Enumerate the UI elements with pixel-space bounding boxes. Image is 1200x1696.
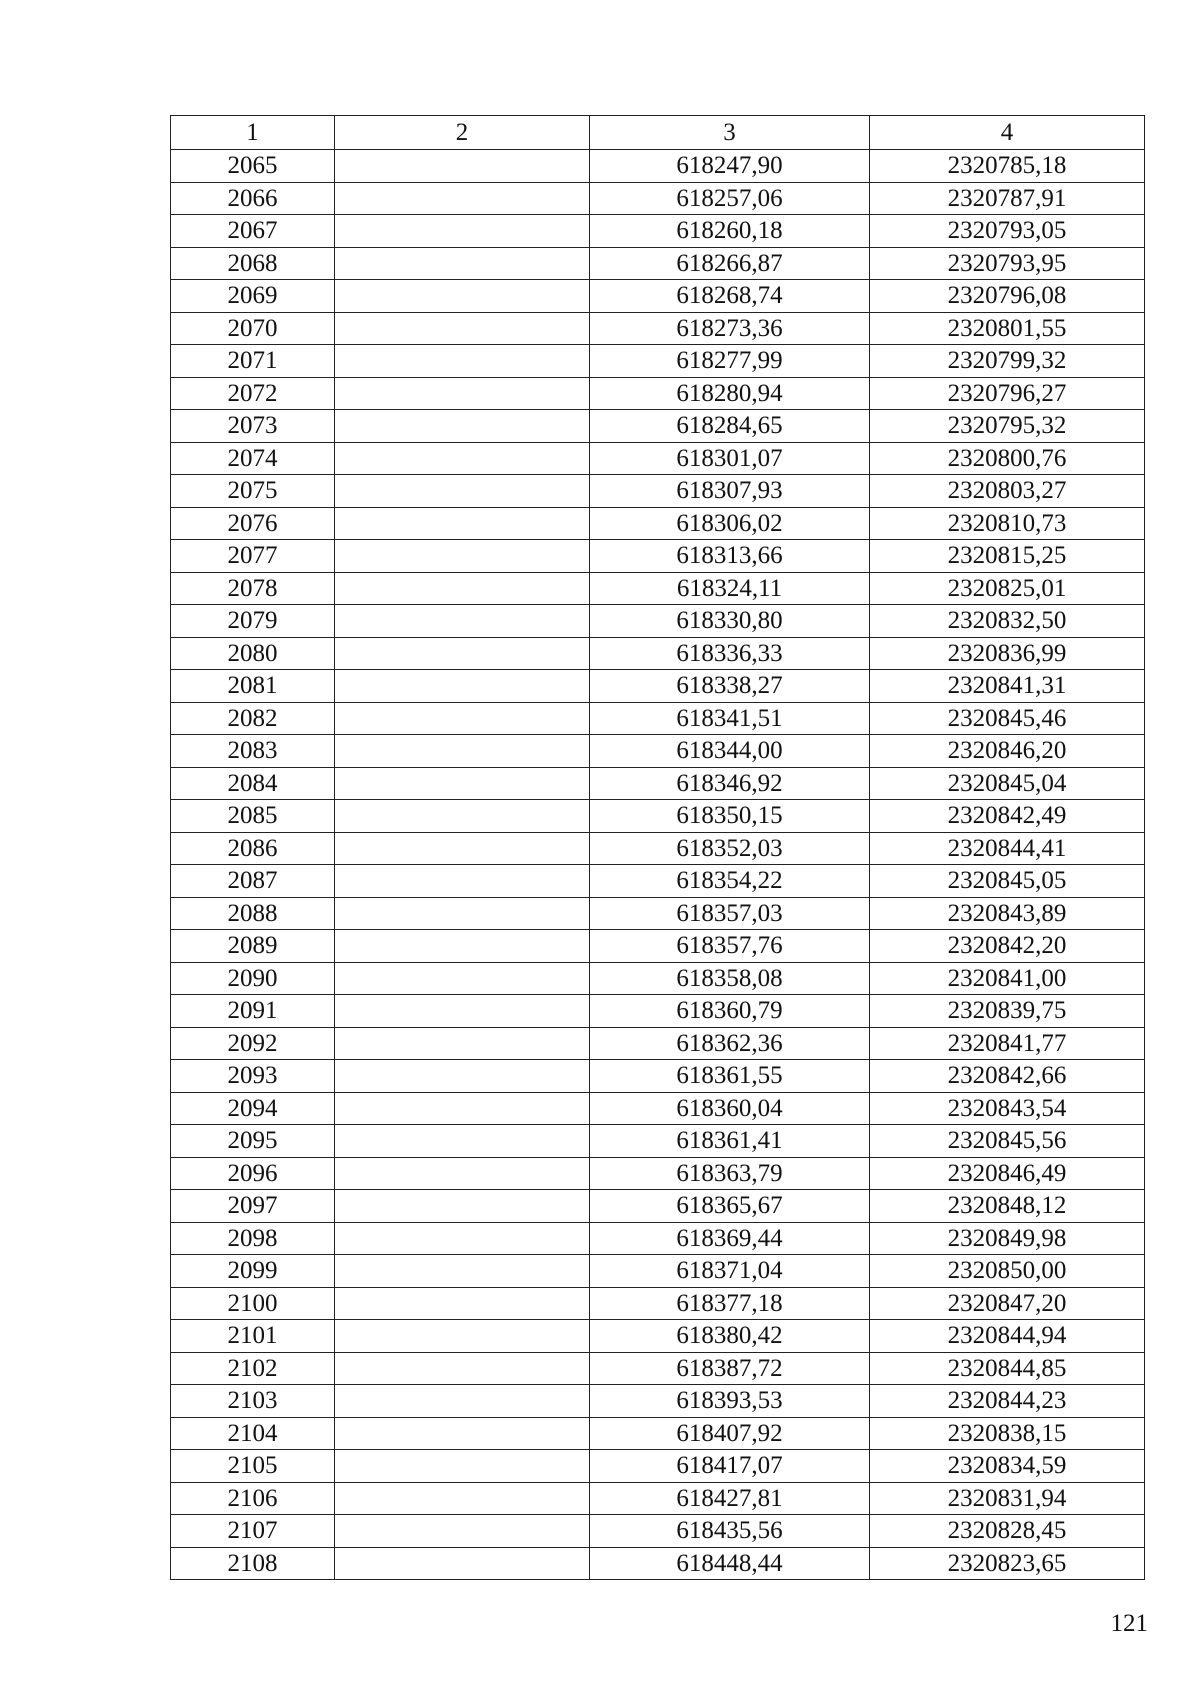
point-number-cell: 2084 bbox=[171, 767, 335, 800]
name-cell bbox=[335, 280, 590, 313]
table-row bbox=[171, 897, 1145, 930]
table-row bbox=[171, 1125, 1145, 1158]
table-row bbox=[171, 995, 1145, 1028]
table-row bbox=[171, 800, 1145, 833]
table-row bbox=[171, 962, 1145, 995]
x-coordinate-cell: 618344,00 bbox=[590, 735, 870, 768]
name-cell bbox=[335, 1515, 590, 1548]
y-coordinate-cell: 2320845,46 bbox=[870, 702, 1145, 735]
coordinates-table bbox=[170, 115, 1145, 1580]
x-coordinate-cell: 618247,90 bbox=[590, 150, 870, 183]
y-coordinate-cell: 2320800,76 bbox=[870, 442, 1145, 475]
point-number-cell: 2087 bbox=[171, 865, 335, 898]
y-coordinate-cell: 2320846,49 bbox=[870, 1157, 1145, 1190]
x-coordinate-cell: 618324,11 bbox=[590, 572, 870, 605]
x-coordinate-cell: 618257,06 bbox=[590, 182, 870, 215]
x-coordinate-cell: 618277,99 bbox=[590, 345, 870, 378]
point-number-cell: 2074 bbox=[171, 442, 335, 475]
name-cell bbox=[335, 832, 590, 865]
x-coordinate-cell: 618371,04 bbox=[590, 1255, 870, 1288]
table-row bbox=[171, 215, 1145, 248]
y-coordinate-cell: 2320841,77 bbox=[870, 1027, 1145, 1060]
y-coordinate-cell: 2320842,49 bbox=[870, 800, 1145, 833]
table-row bbox=[171, 1060, 1145, 1093]
name-cell bbox=[335, 1125, 590, 1158]
x-coordinate-cell: 618313,66 bbox=[590, 540, 870, 573]
point-number-cell: 2088 bbox=[171, 897, 335, 930]
x-coordinate-cell: 618407,92 bbox=[590, 1417, 870, 1450]
name-cell bbox=[335, 1190, 590, 1223]
point-number-cell: 2097 bbox=[171, 1190, 335, 1223]
x-coordinate-cell: 618306,02 bbox=[590, 507, 870, 540]
table-row bbox=[171, 1027, 1145, 1060]
column-header-3: 3 bbox=[590, 116, 870, 150]
x-coordinate-cell: 618369,44 bbox=[590, 1222, 870, 1255]
y-coordinate-cell: 2320796,08 bbox=[870, 280, 1145, 313]
y-coordinate-cell: 2320834,59 bbox=[870, 1450, 1145, 1483]
name-cell bbox=[335, 1092, 590, 1125]
table-body bbox=[171, 150, 1145, 1580]
name-cell bbox=[335, 1060, 590, 1093]
point-number-cell: 2080 bbox=[171, 637, 335, 670]
x-coordinate-cell: 618360,79 bbox=[590, 995, 870, 1028]
y-coordinate-cell: 2320845,56 bbox=[870, 1125, 1145, 1158]
x-coordinate-cell: 618280,94 bbox=[590, 377, 870, 410]
y-coordinate-cell: 2320841,31 bbox=[870, 670, 1145, 703]
y-coordinate-cell: 2320831,94 bbox=[870, 1482, 1145, 1515]
point-number-cell: 2107 bbox=[171, 1515, 335, 1548]
point-number-cell: 2078 bbox=[171, 572, 335, 605]
point-number-cell: 2085 bbox=[171, 800, 335, 833]
y-coordinate-cell: 2320847,20 bbox=[870, 1287, 1145, 1320]
point-number-cell: 2066 bbox=[171, 182, 335, 215]
x-coordinate-cell: 618380,42 bbox=[590, 1320, 870, 1353]
x-coordinate-cell: 618330,80 bbox=[590, 605, 870, 638]
x-coordinate-cell: 618336,33 bbox=[590, 637, 870, 670]
x-coordinate-cell: 618338,27 bbox=[590, 670, 870, 703]
x-coordinate-cell: 618268,74 bbox=[590, 280, 870, 313]
name-cell bbox=[335, 800, 590, 833]
point-number-cell: 2093 bbox=[171, 1060, 335, 1093]
y-coordinate-cell: 2320793,05 bbox=[870, 215, 1145, 248]
x-coordinate-cell: 618266,87 bbox=[590, 247, 870, 280]
point-number-cell: 2096 bbox=[171, 1157, 335, 1190]
name-cell bbox=[335, 670, 590, 703]
y-coordinate-cell: 2320799,32 bbox=[870, 345, 1145, 378]
y-coordinate-cell: 2320839,75 bbox=[870, 995, 1145, 1028]
table-row bbox=[171, 832, 1145, 865]
y-coordinate-cell: 2320841,00 bbox=[870, 962, 1145, 995]
table-row bbox=[171, 1287, 1145, 1320]
table-row bbox=[171, 1417, 1145, 1450]
name-cell bbox=[335, 1255, 590, 1288]
y-coordinate-cell: 2320832,50 bbox=[870, 605, 1145, 638]
name-cell bbox=[335, 312, 590, 345]
column-header-2: 2 bbox=[335, 116, 590, 150]
y-coordinate-cell: 2320801,55 bbox=[870, 312, 1145, 345]
y-coordinate-cell: 2320845,05 bbox=[870, 865, 1145, 898]
table-row bbox=[171, 1385, 1145, 1418]
y-coordinate-cell: 2320843,54 bbox=[870, 1092, 1145, 1125]
point-number-cell: 2083 bbox=[171, 735, 335, 768]
name-cell bbox=[335, 247, 590, 280]
y-coordinate-cell: 2320810,73 bbox=[870, 507, 1145, 540]
table-row bbox=[171, 1320, 1145, 1353]
table-row bbox=[171, 377, 1145, 410]
x-coordinate-cell: 618363,79 bbox=[590, 1157, 870, 1190]
x-coordinate-cell: 618352,03 bbox=[590, 832, 870, 865]
name-cell bbox=[335, 1027, 590, 1060]
table-row bbox=[171, 1547, 1145, 1580]
name-cell bbox=[335, 1157, 590, 1190]
table-row bbox=[171, 637, 1145, 670]
y-coordinate-cell: 2320848,12 bbox=[870, 1190, 1145, 1223]
point-number-cell: 2070 bbox=[171, 312, 335, 345]
y-coordinate-cell: 2320844,41 bbox=[870, 832, 1145, 865]
name-cell bbox=[335, 637, 590, 670]
x-coordinate-cell: 618284,65 bbox=[590, 410, 870, 443]
name-cell bbox=[335, 767, 590, 800]
name-cell bbox=[335, 1482, 590, 1515]
table-row bbox=[171, 442, 1145, 475]
table-row bbox=[171, 1190, 1145, 1223]
y-coordinate-cell: 2320795,32 bbox=[870, 410, 1145, 443]
point-number-cell: 2072 bbox=[171, 377, 335, 410]
x-coordinate-cell: 618358,08 bbox=[590, 962, 870, 995]
name-cell bbox=[335, 507, 590, 540]
x-coordinate-cell: 618354,22 bbox=[590, 865, 870, 898]
point-number-cell: 2089 bbox=[171, 930, 335, 963]
point-number-cell: 2079 bbox=[171, 605, 335, 638]
table-row bbox=[171, 1157, 1145, 1190]
point-number-cell: 2108 bbox=[171, 1547, 335, 1580]
point-number-cell: 2065 bbox=[171, 150, 335, 183]
x-coordinate-cell: 618448,44 bbox=[590, 1547, 870, 1580]
name-cell bbox=[335, 995, 590, 1028]
table-row bbox=[171, 1092, 1145, 1125]
y-coordinate-cell: 2320836,99 bbox=[870, 637, 1145, 670]
x-coordinate-cell: 618350,15 bbox=[590, 800, 870, 833]
point-number-cell: 2076 bbox=[171, 507, 335, 540]
table-row bbox=[171, 182, 1145, 215]
point-number-cell: 2068 bbox=[171, 247, 335, 280]
table-row bbox=[171, 767, 1145, 800]
name-cell bbox=[335, 1320, 590, 1353]
column-header-1: 1 bbox=[171, 116, 335, 150]
point-number-cell: 2077 bbox=[171, 540, 335, 573]
name-cell bbox=[335, 1547, 590, 1580]
name-cell bbox=[335, 735, 590, 768]
y-coordinate-cell: 2320828,45 bbox=[870, 1515, 1145, 1548]
y-coordinate-cell: 2320793,95 bbox=[870, 247, 1145, 280]
table-row bbox=[171, 1255, 1145, 1288]
table-row bbox=[171, 1450, 1145, 1483]
y-coordinate-cell: 2320842,20 bbox=[870, 930, 1145, 963]
name-cell bbox=[335, 702, 590, 735]
point-number-cell: 2067 bbox=[171, 215, 335, 248]
point-number-cell: 2090 bbox=[171, 962, 335, 995]
name-cell bbox=[335, 1385, 590, 1418]
column-header-4: 4 bbox=[870, 116, 1145, 150]
table-row bbox=[171, 605, 1145, 638]
table-row bbox=[171, 670, 1145, 703]
name-cell bbox=[335, 962, 590, 995]
point-number-cell: 2069 bbox=[171, 280, 335, 313]
name-cell bbox=[335, 930, 590, 963]
y-coordinate-cell: 2320815,25 bbox=[870, 540, 1145, 573]
table-row bbox=[171, 735, 1145, 768]
y-coordinate-cell: 2320823,65 bbox=[870, 1547, 1145, 1580]
y-coordinate-cell: 2320785,18 bbox=[870, 150, 1145, 183]
table-row bbox=[171, 507, 1145, 540]
table-row bbox=[171, 1515, 1145, 1548]
table-row bbox=[171, 150, 1145, 183]
x-coordinate-cell: 618260,18 bbox=[590, 215, 870, 248]
name-cell bbox=[335, 475, 590, 508]
table-row bbox=[171, 345, 1145, 378]
name-cell bbox=[335, 572, 590, 605]
table-row bbox=[171, 312, 1145, 345]
table-row bbox=[171, 540, 1145, 573]
name-cell bbox=[335, 410, 590, 443]
point-number-cell: 2100 bbox=[171, 1287, 335, 1320]
table-row bbox=[171, 865, 1145, 898]
point-number-cell: 2081 bbox=[171, 670, 335, 703]
x-coordinate-cell: 618346,92 bbox=[590, 767, 870, 800]
name-cell bbox=[335, 345, 590, 378]
x-coordinate-cell: 618301,07 bbox=[590, 442, 870, 475]
x-coordinate-cell: 618361,41 bbox=[590, 1125, 870, 1158]
x-coordinate-cell: 618387,72 bbox=[590, 1352, 870, 1385]
y-coordinate-cell: 2320838,15 bbox=[870, 1417, 1145, 1450]
point-number-cell: 2073 bbox=[171, 410, 335, 443]
y-coordinate-cell: 2320846,20 bbox=[870, 735, 1145, 768]
table-header-row bbox=[171, 116, 1145, 150]
x-coordinate-cell: 618361,55 bbox=[590, 1060, 870, 1093]
name-cell bbox=[335, 442, 590, 475]
point-number-cell: 2095 bbox=[171, 1125, 335, 1158]
x-coordinate-cell: 618365,67 bbox=[590, 1190, 870, 1223]
name-cell bbox=[335, 215, 590, 248]
name-cell bbox=[335, 1450, 590, 1483]
y-coordinate-cell: 2320845,04 bbox=[870, 767, 1145, 800]
name-cell bbox=[335, 1417, 590, 1450]
table-row bbox=[171, 572, 1145, 605]
x-coordinate-cell: 618417,07 bbox=[590, 1450, 870, 1483]
name-cell bbox=[335, 605, 590, 638]
point-number-cell: 2071 bbox=[171, 345, 335, 378]
point-number-cell: 2104 bbox=[171, 1417, 335, 1450]
x-coordinate-cell: 618307,93 bbox=[590, 475, 870, 508]
x-coordinate-cell: 618273,36 bbox=[590, 312, 870, 345]
point-number-cell: 2094 bbox=[171, 1092, 335, 1125]
point-number-cell: 2099 bbox=[171, 1255, 335, 1288]
name-cell bbox=[335, 150, 590, 183]
y-coordinate-cell: 2320787,91 bbox=[870, 182, 1145, 215]
point-number-cell: 2105 bbox=[171, 1450, 335, 1483]
y-coordinate-cell: 2320843,89 bbox=[870, 897, 1145, 930]
point-number-cell: 2103 bbox=[171, 1385, 335, 1418]
page-number: 121 bbox=[1110, 1610, 1148, 1637]
point-number-cell: 2075 bbox=[171, 475, 335, 508]
table-row bbox=[171, 475, 1145, 508]
name-cell bbox=[335, 182, 590, 215]
table-row bbox=[171, 280, 1145, 313]
table-row bbox=[171, 247, 1145, 280]
table-row bbox=[171, 1222, 1145, 1255]
name-cell bbox=[335, 897, 590, 930]
name-cell bbox=[335, 1352, 590, 1385]
point-number-cell: 2102 bbox=[171, 1352, 335, 1385]
x-coordinate-cell: 618357,03 bbox=[590, 897, 870, 930]
table-row bbox=[171, 702, 1145, 735]
point-number-cell: 2101 bbox=[171, 1320, 335, 1353]
y-coordinate-cell: 2320796,27 bbox=[870, 377, 1145, 410]
x-coordinate-cell: 618362,36 bbox=[590, 1027, 870, 1060]
y-coordinate-cell: 2320803,27 bbox=[870, 475, 1145, 508]
y-coordinate-cell: 2320842,66 bbox=[870, 1060, 1145, 1093]
point-number-cell: 2106 bbox=[171, 1482, 335, 1515]
x-coordinate-cell: 618377,18 bbox=[590, 1287, 870, 1320]
x-coordinate-cell: 618427,81 bbox=[590, 1482, 870, 1515]
point-number-cell: 2098 bbox=[171, 1222, 335, 1255]
name-cell bbox=[335, 865, 590, 898]
x-coordinate-cell: 618393,53 bbox=[590, 1385, 870, 1418]
table-row bbox=[171, 1482, 1145, 1515]
y-coordinate-cell: 2320844,23 bbox=[870, 1385, 1145, 1418]
name-cell bbox=[335, 377, 590, 410]
y-coordinate-cell: 2320844,94 bbox=[870, 1320, 1145, 1353]
table-row bbox=[171, 930, 1145, 963]
name-cell bbox=[335, 1287, 590, 1320]
point-number-cell: 2092 bbox=[171, 1027, 335, 1060]
table-row bbox=[171, 1352, 1145, 1385]
x-coordinate-cell: 618435,56 bbox=[590, 1515, 870, 1548]
point-number-cell: 2091 bbox=[171, 995, 335, 1028]
y-coordinate-cell: 2320844,85 bbox=[870, 1352, 1145, 1385]
name-cell bbox=[335, 1222, 590, 1255]
y-coordinate-cell: 2320850,00 bbox=[870, 1255, 1145, 1288]
y-coordinate-cell: 2320849,98 bbox=[870, 1222, 1145, 1255]
point-number-cell: 2082 bbox=[171, 702, 335, 735]
y-coordinate-cell: 2320825,01 bbox=[870, 572, 1145, 605]
x-coordinate-cell: 618341,51 bbox=[590, 702, 870, 735]
point-number-cell: 2086 bbox=[171, 832, 335, 865]
x-coordinate-cell: 618357,76 bbox=[590, 930, 870, 963]
table-row bbox=[171, 410, 1145, 443]
name-cell bbox=[335, 540, 590, 573]
x-coordinate-cell: 618360,04 bbox=[590, 1092, 870, 1125]
